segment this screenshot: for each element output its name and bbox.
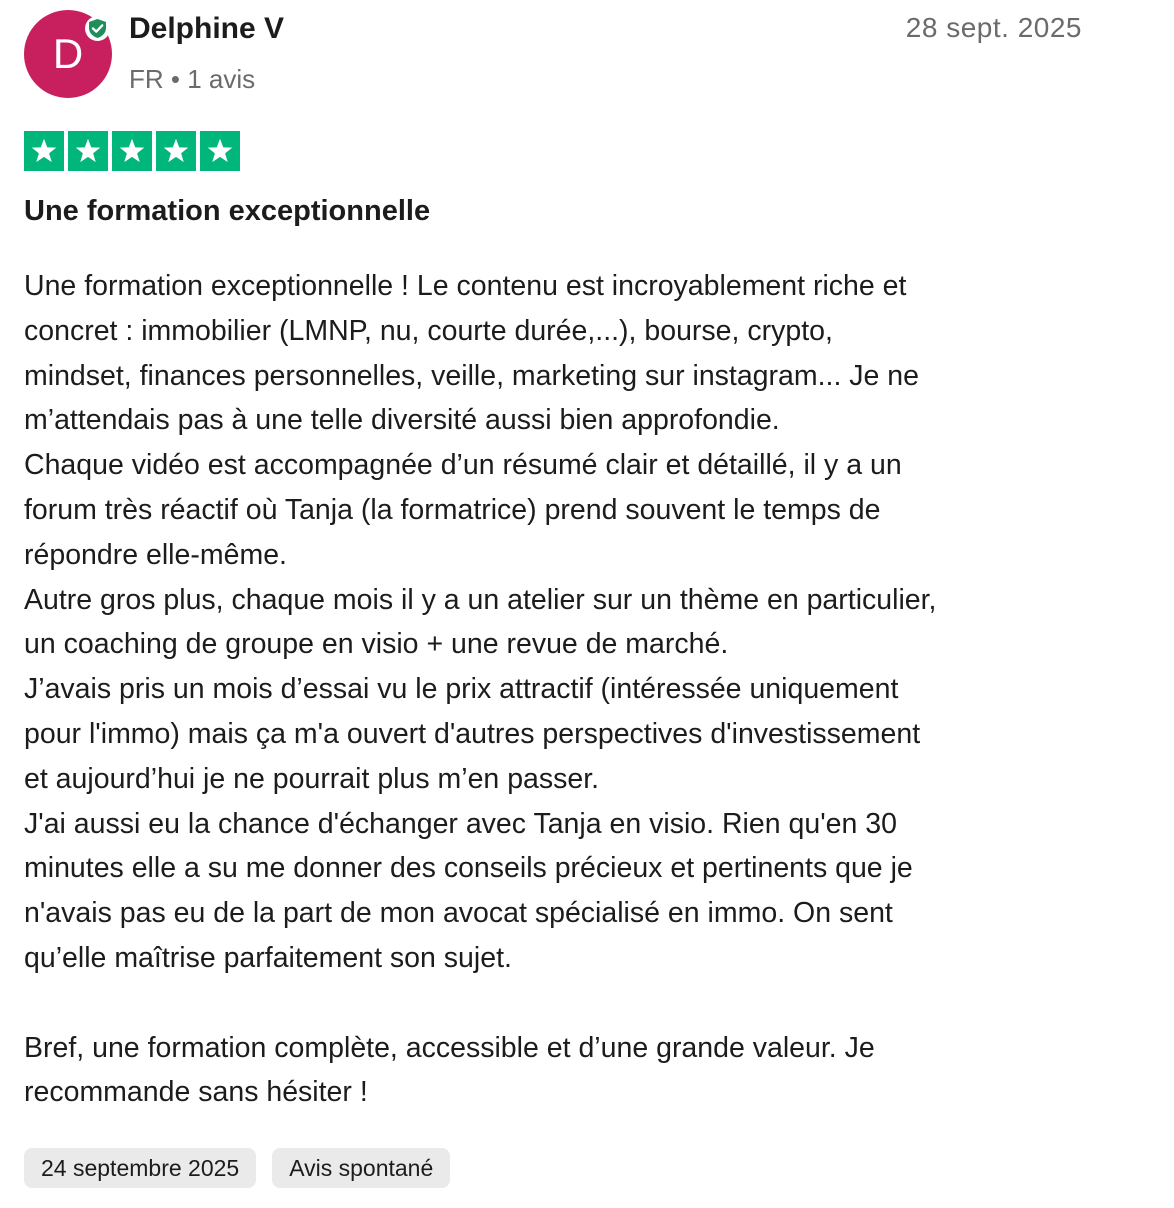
star-icon — [156, 131, 196, 171]
review-body-line: m’attendais pas à une telle diversité aussi bien approfondie. — [24, 404, 780, 437]
review-body-line: Chaque vidéo est accompagnée d’un résumé clair et détaillé, il y a un — [24, 449, 902, 482]
review-body-line: Une formation exceptionnelle ! Le contenu est incroyablement riche et — [24, 270, 907, 302]
experience-date-tag: 24 septembre 2025 — [24, 1148, 256, 1188]
star-icon — [68, 131, 108, 171]
review-body-line: forum très réactif où Tanja (la formatrice) prend souvent le temps de — [24, 493, 881, 526]
review-date: 28 sept. 2025 — [905, 12, 1082, 43]
review-body-line: n'avais pas eu de la part de mon avocat spécialisé en immo. On sent — [24, 897, 893, 930]
review-body-line: Autre gros plus, chaque mois il y a un atelier sur un thème en particulier, — [24, 583, 937, 616]
review-tags — [24, 1148, 450, 1188]
check-shield-icon — [87, 18, 108, 39]
review-body-line: pour l'immo) mais ça m'a ouvert d'autres perspectives d'investissement — [24, 717, 921, 750]
review-body — [24, 264, 1104, 1115]
review-body-line: minutes elle a su me donner des conseils précieux et pertinents que je — [24, 852, 913, 885]
verified-badge — [85, 16, 110, 41]
reviewer-meta: FR • 1 avis — [129, 64, 256, 94]
review-title[interactable]: Une formation exceptionnelle — [24, 195, 431, 227]
review-type-tag[interactable]: Avis spontané — [272, 1148, 450, 1188]
review-body-line: J'ai aussi eu la chance d'échanger avec Tanja en visio. Rien qu'en 30 — [24, 807, 897, 840]
review-body-line: Bref, une formation complète, accessible et d’une grande valeur. Je — [24, 1031, 875, 1064]
review-body-line: et aujourd’hui je ne pourrait plus m’en passer. — [24, 762, 600, 795]
star-icon — [24, 131, 64, 171]
review-header — [24, 10, 1134, 100]
review-body-line: un coaching de groupe en visio + une revue de marché. — [24, 628, 729, 661]
review-body-line: mindset, finances personnelles, veille, marketing sur instagram... Je ne — [24, 359, 920, 392]
review-body-line: recommande sans hésiter ! — [24, 1076, 368, 1109]
review-body-line: qu’elle maîtrise parfaitement son sujet. — [24, 941, 512, 974]
review-body-line — [24, 981, 1104, 1026]
avatar-initial: D — [52, 30, 84, 77]
review-body-line: répondre elle-même. — [24, 538, 287, 571]
review-body-line: concret : immobilier (LMNP, nu, courte durée,...), bourse, crypto, — [24, 314, 833, 347]
reviewer-name[interactable]: Delphine V — [129, 12, 285, 45]
star-rating — [24, 131, 240, 171]
review-body-line: J’avais pris un mois d’essai vu le prix attractif (intéressée uniquement — [24, 673, 899, 706]
review-card — [24, 0, 1134, 1208]
star-icon — [112, 131, 152, 171]
star-icon — [200, 131, 240, 171]
